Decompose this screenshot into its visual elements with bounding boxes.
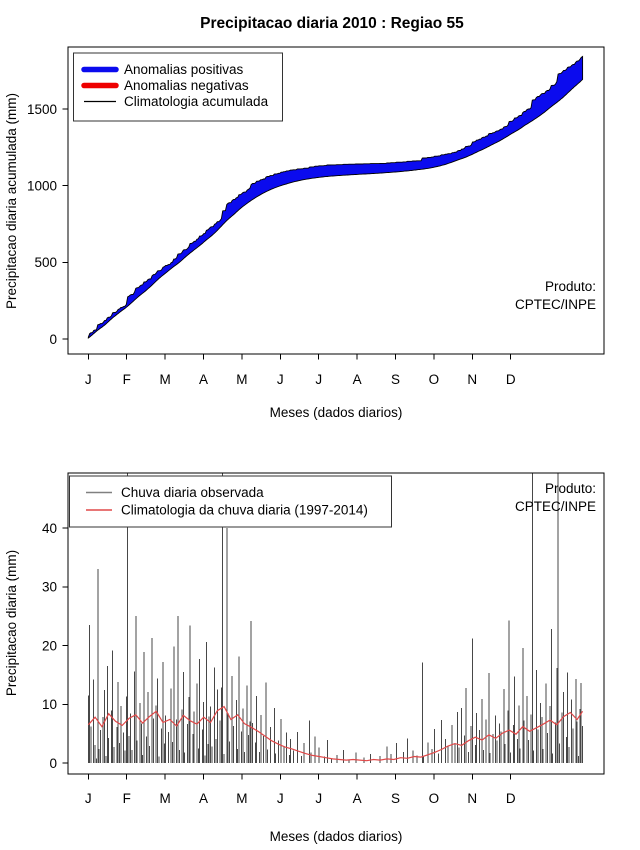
top-produto-value: CPTEC/INPE [514, 297, 596, 312]
legend-label-anomalias-positivas: Anomalias positivas [124, 62, 244, 78]
bottom-x-tick-label: N [467, 791, 478, 806]
bottom-y-tick-label: 20 [41, 638, 57, 654]
bottom-x-tick-label: J [276, 791, 284, 806]
top-legend [74, 53, 283, 121]
top-y-tick-label: 0 [49, 331, 57, 347]
legend-label-chuva-observada: Chuva diaria observada [121, 485, 264, 500]
bottom-legend-box [70, 476, 392, 527]
bottom-y-tick-label: 10 [41, 697, 57, 713]
top-y-axis-title: Precipitacao diaria acumulada (mm) [4, 92, 19, 310]
top-y-tick-label: 500 [34, 255, 57, 271]
top-x-tick-label: J [84, 372, 92, 387]
legend-label-anomalias-negativas: Anomalias negativas [124, 78, 249, 94]
bottom-x-tick-label: O [428, 791, 440, 806]
bottom-y-axis-title: Precipitacao diaria (mm) [4, 549, 19, 697]
top-x-tick-label: M [159, 372, 171, 387]
top-x-tick-label: S [390, 372, 401, 387]
bottom-produto-value: CPTEC/INPE [514, 499, 596, 514]
bottom-y-tick-label: 0 [49, 755, 57, 771]
bottom-x-tick-label: M [236, 791, 248, 806]
bottom-y-tick-label: 40 [41, 520, 57, 536]
top-x-tick-label: O [428, 372, 440, 387]
top-x-tick-label: J [276, 372, 284, 387]
bottom-x-axis-title: Meses (dados diarios) [269, 829, 403, 844]
top-x-tick-label: F [122, 372, 131, 387]
bottom-y-tick-label: 30 [41, 579, 57, 595]
top-produto-label: Produto: [544, 279, 596, 294]
chart-title: Precipitacao diaria 2010 : Regiao 55 [200, 15, 464, 32]
daily-climatology-line [88, 707, 582, 761]
top-x-tick-label: D [505, 372, 516, 387]
top-x-tick-label: A [352, 372, 362, 387]
top-y-tick-label: 1500 [26, 101, 57, 117]
top-x-tick-label: N [467, 372, 478, 387]
bottom-x-tick-label: D [505, 791, 516, 806]
legend-label-climatologia-acumulada: Climatologia acumulada [124, 94, 269, 110]
top-x-tick-label: M [236, 372, 248, 387]
bottom-produto-label: Produto: [544, 481, 596, 496]
top-y-tick-label: 1000 [26, 178, 57, 194]
bottom-legend [70, 476, 392, 527]
bottom-x-tick-label: M [159, 791, 171, 806]
top-x-tick-label: J [315, 372, 323, 387]
legend-label-climatologia-diaria: Climatologia da chuva diaria (1997-2014) [121, 502, 368, 518]
top-x-axis-title: Meses (dados diarios) [269, 405, 403, 420]
bottom-x-tick-label: J [315, 791, 323, 806]
bottom-x-tick-label: A [352, 791, 362, 806]
bottom-x-tick-label: A [198, 791, 209, 806]
bottom-x-tick-label: J [84, 791, 92, 806]
top-x-tick-label: A [198, 372, 209, 387]
bottom-x-tick-label: S [390, 791, 401, 806]
bottom-x-tick-label: F [122, 791, 131, 806]
